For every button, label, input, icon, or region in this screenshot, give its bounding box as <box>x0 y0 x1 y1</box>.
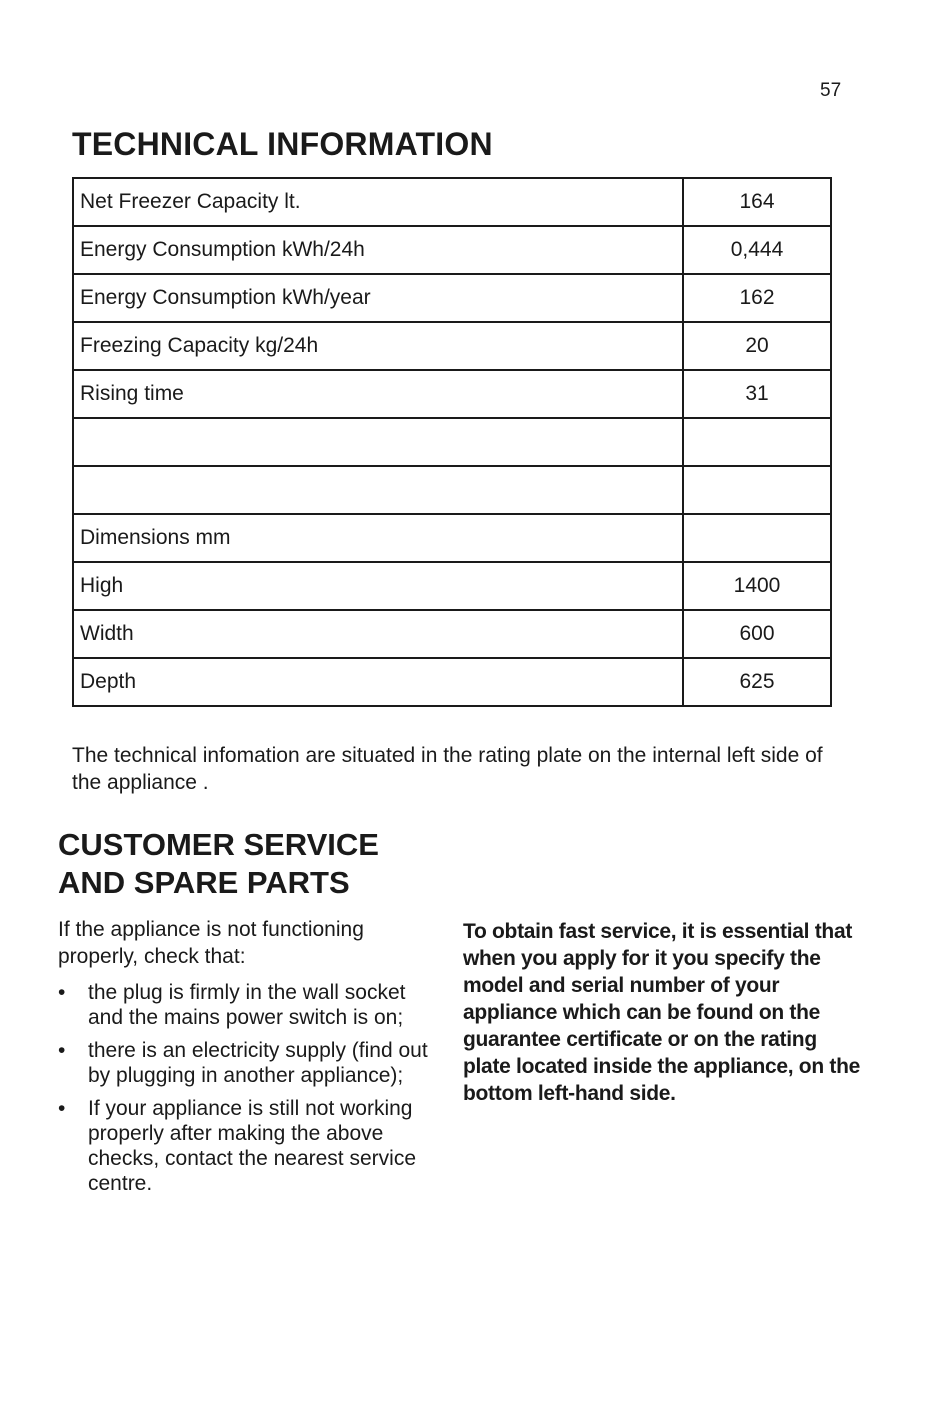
row-label: Freezing Capacity kg/24h <box>73 322 683 370</box>
checklist-intro: If the appliance is not functioning properly, check that: <box>58 918 364 968</box>
technical-information-table <box>72 177 832 707</box>
table-row <box>73 370 831 418</box>
list-item <box>58 980 443 1030</box>
row-value <box>683 466 831 514</box>
technical-note: The technical infomation are situated in the rating plate on the internal left side of the appliance . <box>72 744 823 794</box>
table-row <box>73 658 831 706</box>
list-item-text: there is an electricity supply (find out by plugging in another appliance); <box>88 1039 428 1087</box>
heading-line-2: AND SPARE PARTS <box>58 865 350 900</box>
table-row <box>73 562 831 610</box>
bullet-icon: • <box>58 1097 66 1120</box>
row-label: Depth <box>73 658 683 706</box>
row-value: 20 <box>683 322 831 370</box>
heading-line-1: CUSTOMER SERVICE <box>58 827 379 862</box>
row-label: Rising time <box>73 370 683 418</box>
table-row <box>73 514 831 562</box>
customer-service-heading <box>58 826 379 902</box>
row-value: 1400 <box>683 562 831 610</box>
row-value <box>683 418 831 466</box>
service-instructions: To obtain fast service, it is essential that when you apply for it you specify the model and serial number of your appliance which can be found on the guarantee certificate or on the rating plate located inside the appliance, on the bottom left-hand side. <box>463 920 860 1105</box>
list-item <box>58 1096 443 1196</box>
row-label <box>73 466 683 514</box>
list-item <box>58 1038 443 1088</box>
row-label: Dimensions mm <box>73 514 683 562</box>
row-label: Energy Consumption kWh/year <box>73 274 683 322</box>
table-row <box>73 226 831 274</box>
row-value: 164 <box>683 178 831 226</box>
table-row <box>73 610 831 658</box>
row-value: 31 <box>683 370 831 418</box>
row-value: 162 <box>683 274 831 322</box>
technical-information-heading: TECHNICAL INFORMATION <box>72 126 493 162</box>
row-value: 625 <box>683 658 831 706</box>
table-row <box>73 178 831 226</box>
row-label: High <box>73 562 683 610</box>
table-row <box>73 322 831 370</box>
row-value: 600 <box>683 610 831 658</box>
row-label <box>73 418 683 466</box>
row-value <box>683 514 831 562</box>
list-item-text: the plug is firmly in the wall socket and the mains power switch is on; <box>88 981 406 1029</box>
checklist-column <box>58 916 443 1204</box>
bullet-icon: • <box>58 1039 66 1062</box>
row-value: 0,444 <box>683 226 831 274</box>
bullet-icon: • <box>58 981 66 1004</box>
row-label: Net Freezer Capacity lt. <box>73 178 683 226</box>
table-row <box>73 274 831 322</box>
list-item-text: If your appliance is still not working properly after making the above checks, contact the nearest service centre. <box>88 1097 416 1195</box>
table-row <box>73 418 831 466</box>
table-row <box>73 466 831 514</box>
checklist <box>58 980 443 1196</box>
row-label: Energy Consumption kWh/24h <box>73 226 683 274</box>
row-label: Width <box>73 610 683 658</box>
page-number: 57 <box>820 80 842 101</box>
